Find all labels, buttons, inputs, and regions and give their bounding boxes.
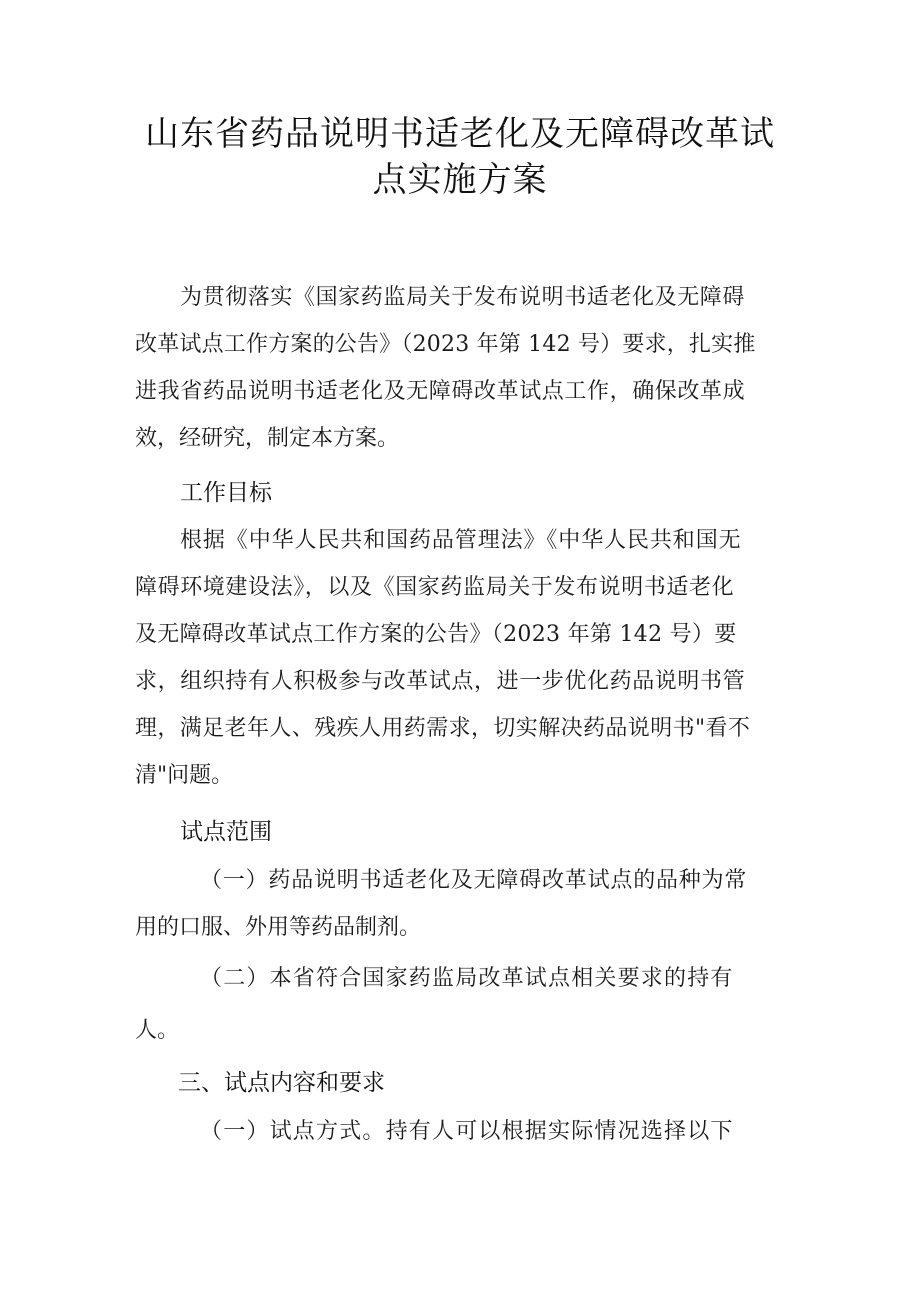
section-heading-goals: 工作目标 bbox=[180, 480, 272, 506]
intro-paragraph-line-4: 效，经研究，制定本方案。 bbox=[135, 426, 400, 451]
section-heading-content-requirements: 三、试点内容和要求 bbox=[178, 1070, 385, 1096]
document-title-line-2: 点实施方案 bbox=[372, 160, 548, 200]
intro-paragraph-line-2: 改革试点工作方案的公告》（2023 年第 142 号）要求，扎实推 bbox=[135, 332, 756, 357]
intro-paragraph-line-3: 进我省药品说明书适老化及无障碍改革试点工作，确保改革成 bbox=[135, 379, 746, 404]
intro-paragraph-line-1: 为贯彻落实《国家药监局关于发布说明书适老化及无障碍 bbox=[180, 285, 746, 310]
goals-paragraph-line-5: 理，满足老年人、残疾人用药需求，切实解决药品说明书"看不 bbox=[135, 716, 751, 741]
document-title-line-1: 山东省药品说明书适老化及无障碍改革试 bbox=[145, 114, 775, 154]
scope-item-1-line-2: 用的口服、外用等药品制剂。 bbox=[135, 915, 422, 940]
scope-item-1-line-1: （一）药品说明书适老化及无障碍改革试点的品种为常 bbox=[200, 868, 748, 893]
goals-paragraph-line-1: 根据《中华人民共和国药品管理法》《中华人民共和国无 bbox=[180, 528, 742, 553]
goals-paragraph-line-6: 清"问题。 bbox=[135, 763, 234, 788]
goals-paragraph-line-3: 及无障碍改革试点工作方案的公告》（2023 年第 142 号）要 bbox=[135, 622, 737, 647]
goals-paragraph-line-4: 求，组织持有人积极参与改革试点，进一步优化药品说明书管 bbox=[135, 669, 746, 694]
section-heading-scope: 试点范围 bbox=[180, 819, 272, 845]
goals-paragraph-line-2: 障碍环境建设法》，以及《国家药监局关于发布说明书适老化 bbox=[135, 575, 735, 600]
scope-item-2-line-1: （二）本省符合国家药监局改革试点相关要求的持有 bbox=[200, 966, 734, 991]
content-item-1-line-1: （一）试点方式。持有人可以根据实际情况选择以下 bbox=[200, 1119, 734, 1144]
scope-item-2-line-2: 人。 bbox=[135, 1018, 180, 1043]
